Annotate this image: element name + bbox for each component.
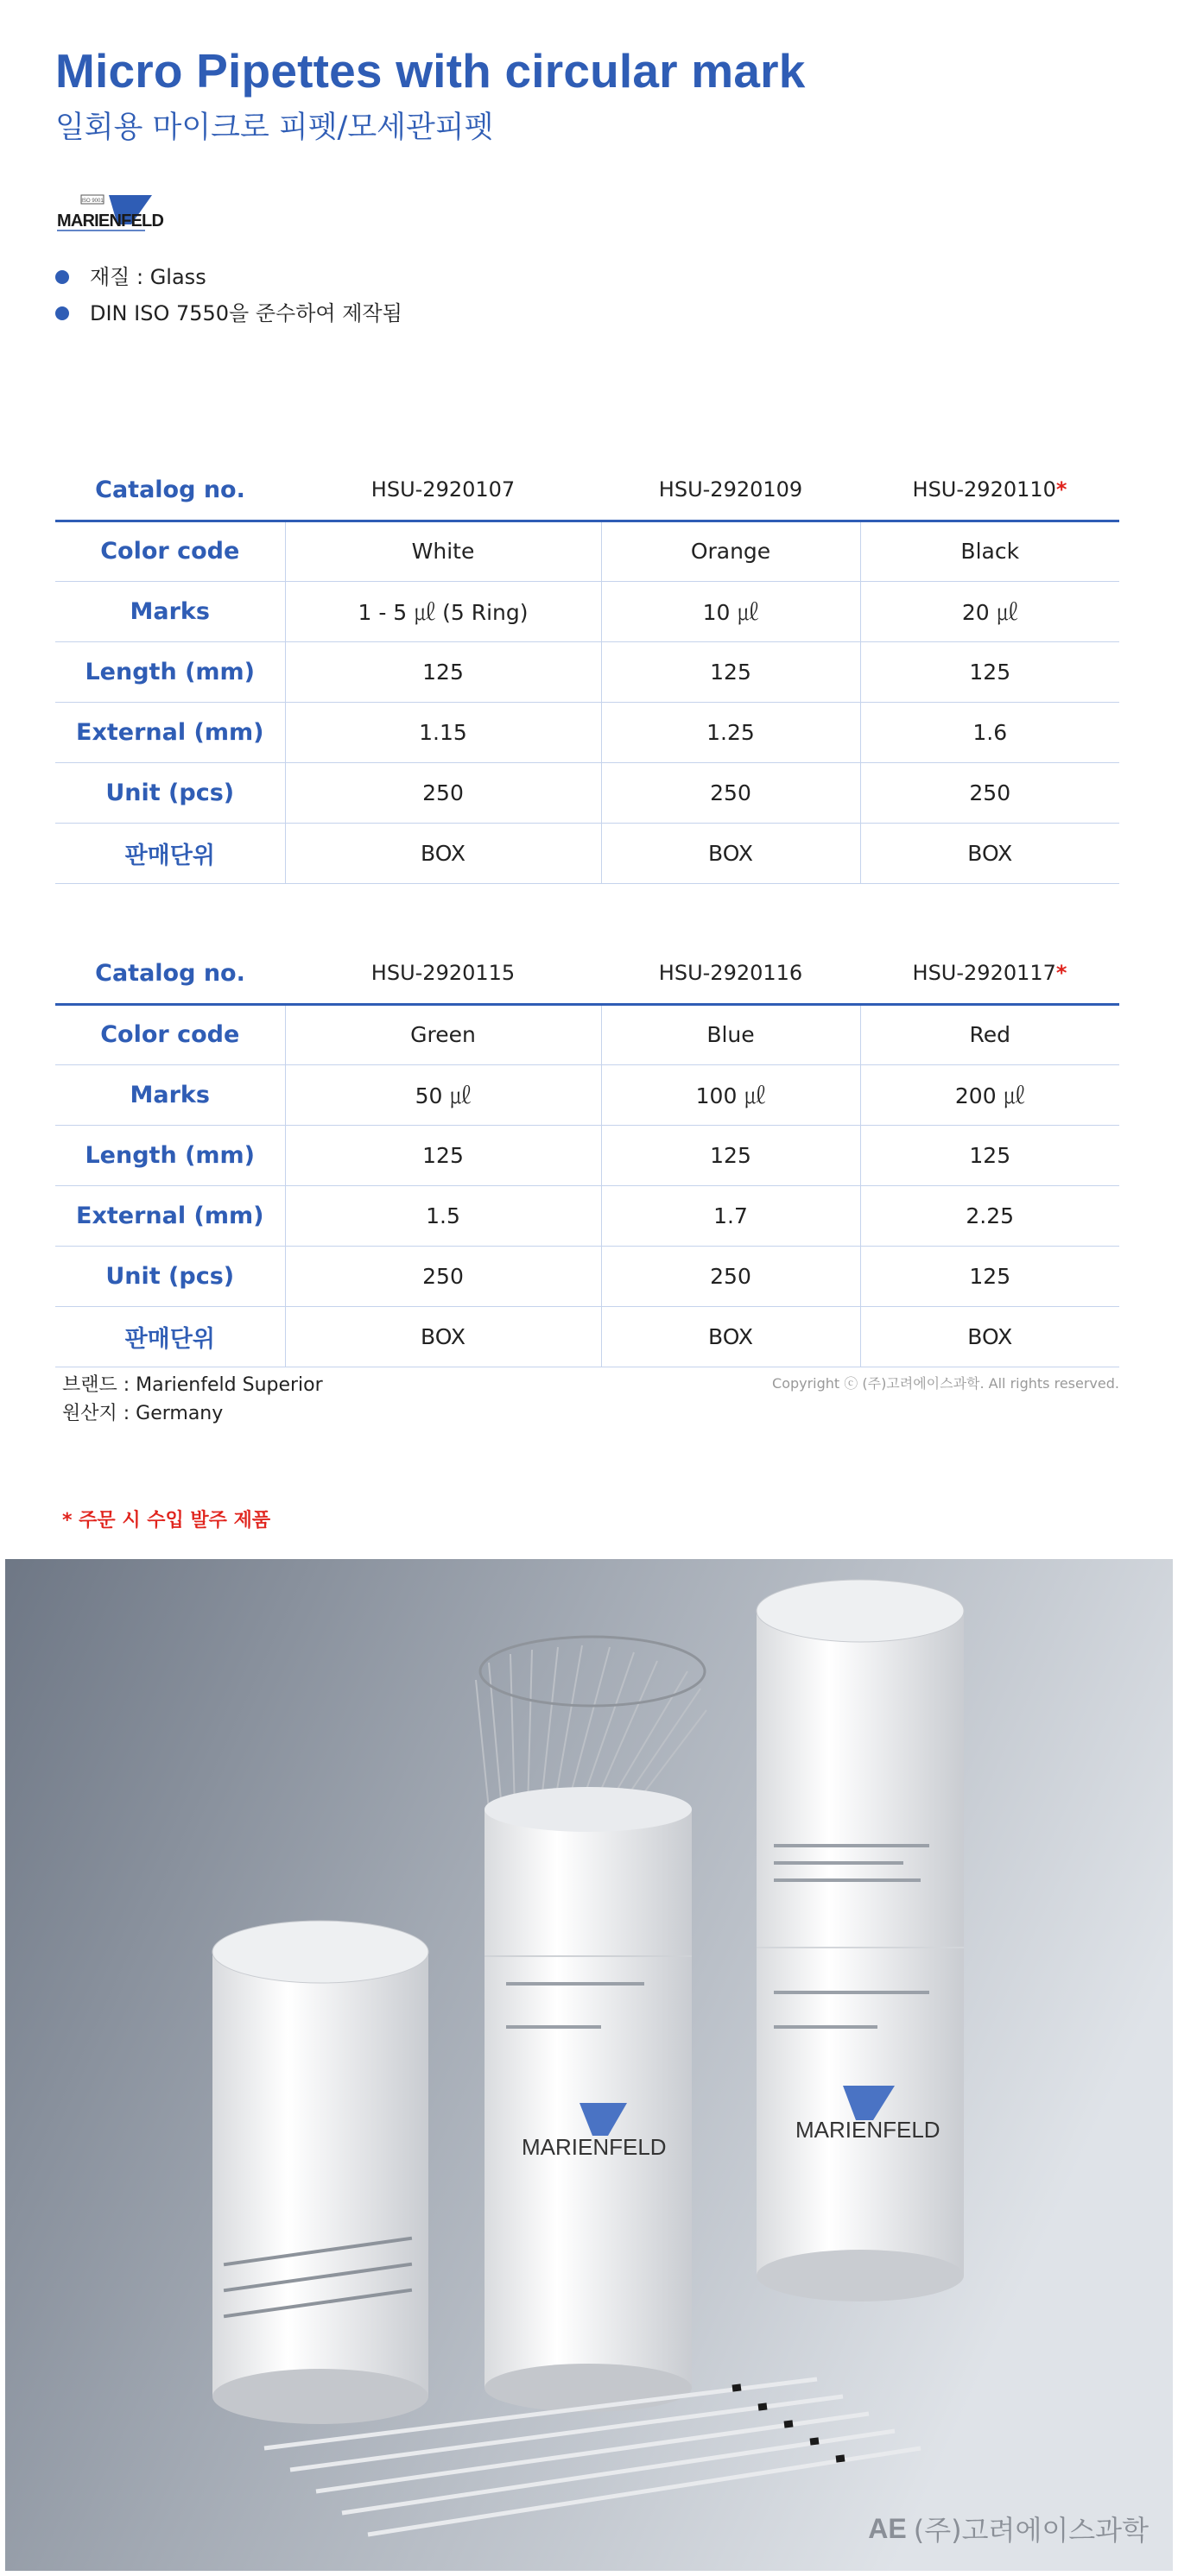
row-label: Unit (pcs): [55, 1246, 285, 1306]
table-row: [55, 1125, 1119, 1185]
company-mark-icon: AE: [868, 2512, 907, 2544]
table-cell: 125: [285, 641, 601, 702]
table-cell: 100 ㎕: [601, 1064, 860, 1125]
origin-line: 원산지 : Germany: [62, 1403, 224, 1424]
spec-item: DIN ISO 7550을 준수하여 제작됨: [55, 295, 402, 331]
table-cell: BOX: [601, 823, 860, 883]
catalog-cell-starred: HSU-2920117*: [860, 944, 1119, 1004]
table-cell: 1.7: [601, 1185, 860, 1246]
table-row: [55, 823, 1119, 883]
import-star-icon: *: [1055, 961, 1067, 986]
spec-table-2: [55, 944, 1119, 1367]
container-label-text: MARIENFELD: [522, 2134, 667, 2160]
row-label: Catalog no.: [55, 944, 285, 1004]
order-note: * 주문 시 수입 발주 제품: [62, 1510, 271, 1531]
table-cell: Orange: [601, 521, 860, 581]
catalog-cell: HSU-2920109: [601, 460, 860, 521]
table-cell: Green: [285, 1004, 601, 1064]
bullet-icon: [55, 306, 69, 320]
table-row: [55, 762, 1119, 823]
catalog-cell-starred: HSU-2920110*: [860, 460, 1119, 521]
brand-info: [62, 1371, 323, 1428]
bullet-icon: [55, 270, 69, 284]
table-row: [55, 1004, 1119, 1064]
spec-table-1: [55, 460, 1119, 884]
table-cell: BOX: [601, 1306, 860, 1367]
table-cell: 1.6: [860, 702, 1119, 762]
company-footer-logo: [868, 2509, 1149, 2548]
import-star-icon: *: [1055, 477, 1067, 502]
table-row: [55, 521, 1119, 581]
table-cell: 1.25: [601, 702, 860, 762]
table-cell: 1 - 5 ㎕ (5 Ring): [285, 581, 601, 641]
table-cell: 20 ㎕: [860, 581, 1119, 641]
table-row: [55, 460, 1119, 521]
product-photo: [5, 1559, 1173, 2571]
row-label: Marks: [55, 581, 285, 641]
container-label-text: MARIENFELD: [795, 2117, 940, 2143]
catalog-cell: HSU-2920116: [601, 944, 860, 1004]
row-label: Length (mm): [55, 1125, 285, 1185]
table-cell: 125: [860, 1125, 1119, 1185]
table-row: [55, 702, 1119, 762]
spec-item: 재질 : Glass: [55, 259, 402, 295]
table-cell: 250: [285, 762, 601, 823]
table-row: [55, 1185, 1119, 1246]
row-label: 판매단위: [55, 823, 285, 883]
logo-brand-text: MARIENFELD: [57, 212, 164, 230]
catalog-cell: HSU-2920115: [285, 944, 601, 1004]
table-cell: 250: [860, 762, 1119, 823]
table-row: [55, 641, 1119, 702]
table-cell: 250: [601, 762, 860, 823]
table-cell: 1.5: [285, 1185, 601, 1246]
table-cell: 125: [601, 1125, 860, 1185]
table-cell: BOX: [285, 1306, 601, 1367]
table-row: [55, 944, 1119, 1004]
table-cell: 125: [860, 641, 1119, 702]
table-cell: 125: [601, 641, 860, 702]
table-cell: BOX: [860, 823, 1119, 883]
brand-line: 브랜드 : Marienfeld Superior: [62, 1374, 323, 1396]
table-cell: White: [285, 521, 601, 581]
row-label: External (mm): [55, 702, 285, 762]
catalog-cell: HSU-2920107: [285, 460, 601, 521]
spec-list: [55, 259, 402, 331]
row-label: Catalog no.: [55, 460, 285, 521]
table-cell: Blue: [601, 1004, 860, 1064]
row-label: Unit (pcs): [55, 762, 285, 823]
table-row: [55, 581, 1119, 641]
table-cell: 250: [601, 1246, 860, 1306]
table-cell: 125: [860, 1246, 1119, 1306]
page-subtitle: 일회용 마이크로 피펫/모세관피펫: [55, 110, 494, 145]
row-label: Marks: [55, 1064, 285, 1125]
table-cell: 10 ㎕: [601, 581, 860, 641]
table-row: [55, 1306, 1119, 1367]
table-cell: BOX: [860, 1306, 1119, 1367]
row-label: 판매단위: [55, 1306, 285, 1367]
marienfeld-logo: [55, 192, 176, 240]
company-name: (주)고려에이스과학: [913, 2514, 1149, 2547]
row-label: External (mm): [55, 1185, 285, 1246]
table-cell: 1.15: [285, 702, 601, 762]
row-label: Length (mm): [55, 641, 285, 702]
row-label: Color code: [55, 1004, 285, 1064]
row-label: Color code: [55, 521, 285, 581]
table-cell: Black: [860, 521, 1119, 581]
table-cell: 50 ㎕: [285, 1064, 601, 1125]
table-cell: Red: [860, 1004, 1119, 1064]
copyright-text: Copyright ⓒ (주)고려에이스과학. All rights reserved.: [772, 1375, 1119, 1392]
table-cell: 200 ㎕: [860, 1064, 1119, 1125]
table-cell: 250: [285, 1246, 601, 1306]
table-row: [55, 1064, 1119, 1125]
table-cell: BOX: [285, 823, 601, 883]
table-row: [55, 1246, 1119, 1306]
table-cell: 2.25: [860, 1185, 1119, 1246]
page-title: Micro Pipettes with circular mark: [55, 44, 806, 98]
logo-badge-text: ISO 9001: [81, 199, 104, 204]
table-cell: 125: [285, 1125, 601, 1185]
